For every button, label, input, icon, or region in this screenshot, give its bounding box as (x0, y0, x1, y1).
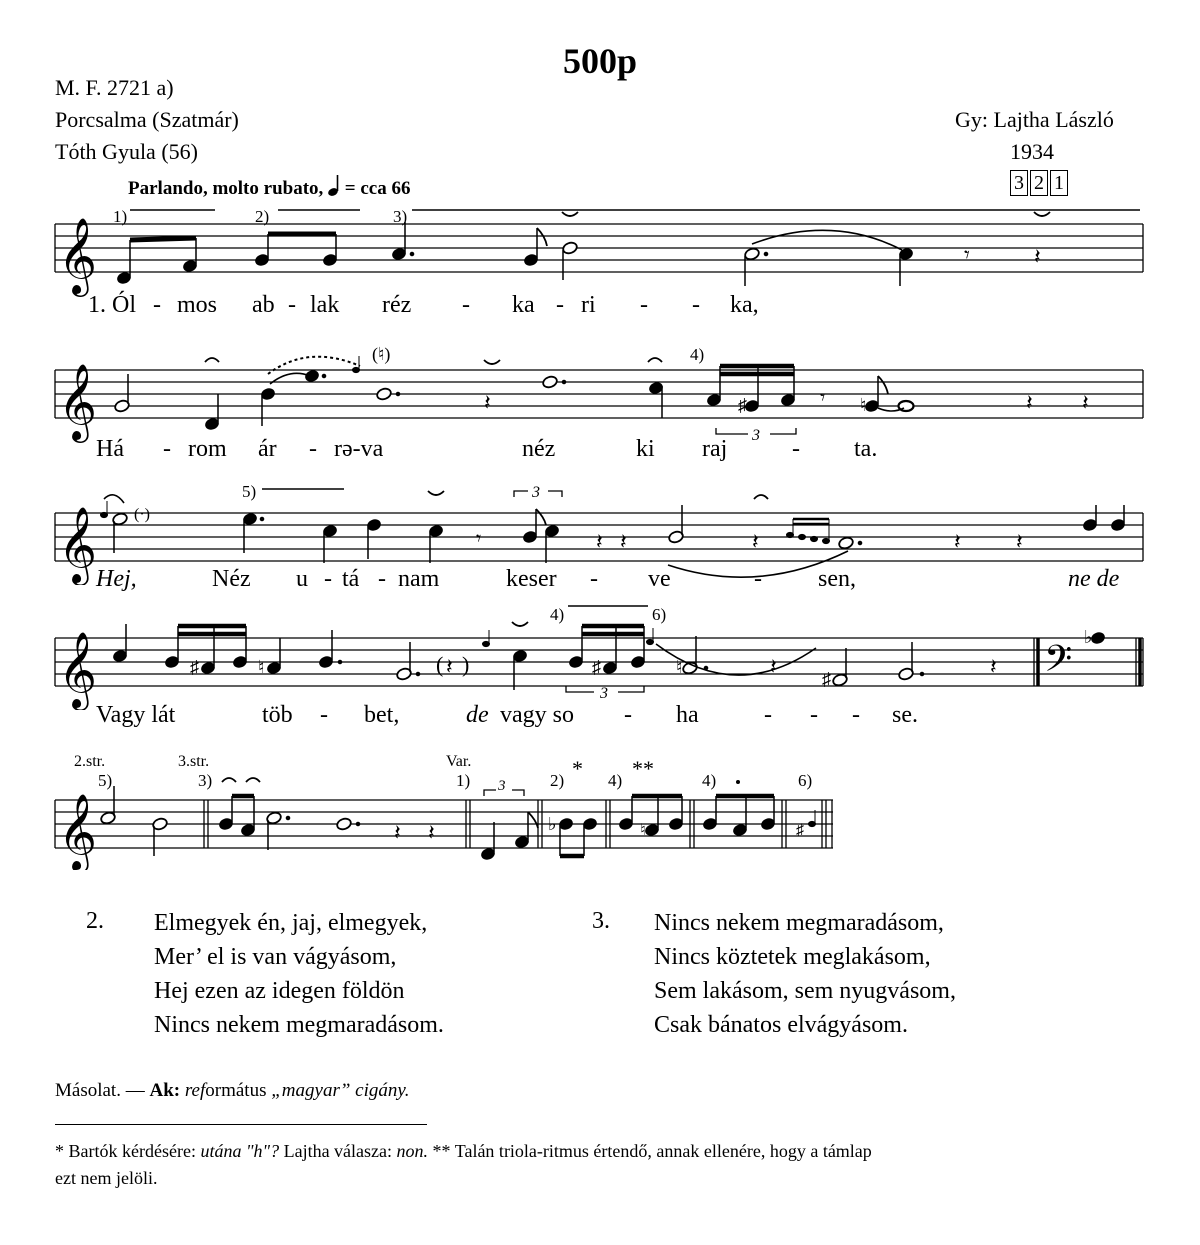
star-1: * (572, 756, 583, 781)
svg-text:𝄽: 𝄽 (484, 390, 491, 415)
lyric-3-ne-de: ne de (1068, 566, 1120, 592)
tempo-text: Parlando, molto rubato, (128, 178, 324, 199)
lyric-1-2: - (153, 292, 161, 318)
lyric-3-8: - (590, 566, 598, 592)
strophe-boxes (1010, 170, 1070, 196)
staff-system-4 (0, 600, 1200, 710)
treble-clef: 𝄞 (58, 509, 98, 582)
lyric-2-11: ta. (854, 436, 878, 462)
mark-natural: (♮) (372, 344, 391, 364)
mark-3: 3) (393, 207, 408, 226)
lyric-2-3: rom (188, 436, 227, 462)
box-3: 3 (1010, 170, 1028, 196)
staff-system-1 (0, 200, 1200, 300)
svg-text:♮: ♮ (640, 822, 646, 839)
catalog-number: M. F. 2721 a) (55, 75, 174, 100)
lyric-2-4: ár (258, 436, 277, 462)
treble-clef: 𝄞 (58, 796, 98, 869)
page-title: 500p (562, 41, 638, 81)
mark-5: 5) (242, 482, 257, 501)
triplet-3: 3 (600, 685, 608, 702)
svg-text:𝄽: 𝄽 (770, 654, 777, 679)
svg-text:𝄾: 𝄾 (964, 242, 970, 267)
triplet-3: 3 (498, 778, 506, 794)
mark-2: 2) (550, 771, 565, 790)
mark-3: 3) (198, 771, 213, 790)
lyric-1-9: ka (512, 292, 535, 318)
lyric-4-4: bet, (364, 702, 400, 728)
lyric-3-9: ve (648, 566, 671, 592)
svg-text:♯: ♯ (738, 395, 747, 415)
lyric-1-1: 1. Ól (88, 292, 136, 318)
mark-5: 5) (98, 771, 113, 790)
star-2: ** (632, 756, 654, 781)
svg-text:♯: ♯ (822, 669, 831, 689)
lyric-4-11: se. (892, 702, 918, 728)
lyric-4-1: Vagy lát (96, 702, 176, 728)
lyric-1-6: lak (310, 292, 340, 318)
staff-system-2 (0, 340, 1200, 450)
mark-4a: 4) (608, 771, 623, 790)
lyric-1-11: ri (581, 292, 596, 318)
svg-text:𝄽: 𝄽 (428, 820, 435, 845)
svg-text:𝄽: 𝄽 (954, 529, 961, 554)
svg-text:♮: ♮ (860, 395, 867, 415)
lyric-4-de: de (466, 702, 489, 728)
lyric-1-10: - (556, 292, 564, 318)
svg-text:𝄽: 𝄽 (1016, 529, 1023, 554)
lyric-3-3: - (324, 566, 332, 592)
lyric-4-2: töb (262, 702, 293, 728)
svg-text:𝄽: 𝄽 (446, 654, 453, 679)
verse-3-line-3: Sem lakásom, sem nyugvásom, (654, 978, 956, 1004)
lyric-1-4: ab (252, 292, 275, 318)
verse-3-line-4: Csak bánatos elvágyásom. (654, 1012, 908, 1038)
label-2str: 2.str. (74, 753, 106, 770)
bass-clef: 𝄢 (1044, 639, 1073, 688)
label-3str: 3.str. (178, 753, 210, 770)
collector: Gy: Lajtha László (955, 107, 1114, 132)
lyric-4-3: - (320, 702, 328, 728)
lyric-2-6: rə-va (334, 436, 384, 462)
lyric-3-4: tá (342, 566, 360, 592)
svg-text:♯: ♯ (592, 657, 601, 677)
svg-text:𝄾: 𝄾 (820, 387, 826, 409)
verse-3-line-2: Nincs köztetek meglakásom, (654, 944, 931, 970)
svg-text:𝄽: 𝄽 (1034, 244, 1041, 269)
svg-text:♮: ♮ (676, 657, 683, 677)
verse-3-line-1: Nincs nekem megmaradásom, (654, 910, 944, 936)
lyric-3-1: Néz (212, 566, 251, 592)
lyric-1-14: ka, (730, 292, 759, 318)
mark-2: 2) (255, 207, 270, 226)
lyric-2-7: néz (522, 436, 556, 462)
treble-clef: 𝄞 (58, 220, 98, 293)
staff-system-5-variants (0, 740, 1200, 870)
mark-6: 6) (798, 771, 813, 790)
mark-1: 1) (113, 207, 128, 226)
svg-text:𝄽: 𝄽 (596, 529, 603, 554)
treble-clef: 𝄞 (58, 634, 98, 707)
lyric-3-6: nam (398, 566, 440, 592)
mark-4: 4) (690, 345, 705, 364)
staff-system-3 (0, 475, 1200, 585)
verse-3-number: 3. (592, 908, 610, 934)
mark-1: 1) (456, 771, 471, 790)
lyric-2-5: - (309, 436, 317, 462)
lyric-4-5: vagy so (500, 702, 574, 728)
mark-4b: 4) (702, 771, 717, 790)
svg-text:♯: ♯ (796, 822, 804, 839)
lyric-3-5: - (378, 566, 386, 592)
lyric-4-10: - (852, 702, 860, 728)
header-left (55, 72, 239, 168)
svg-text:𝄽: 𝄽 (990, 654, 997, 679)
lyric-4-7: ha (676, 702, 699, 728)
svg-text:𝄽: 𝄽 (752, 529, 759, 554)
label-var: Var. (446, 753, 472, 770)
tempo-marking (128, 175, 410, 200)
half-note-icon (328, 175, 340, 197)
singer: Tóth Gyula (56) (55, 139, 198, 164)
treble-clef: 𝄞 (58, 366, 98, 439)
svg-text:♭: ♭ (1084, 627, 1093, 647)
triplet-3: 3 (752, 427, 760, 444)
lyric-2-8: ki (636, 436, 655, 462)
footnote-divider (55, 1124, 427, 1125)
svg-text:♯: ♯ (190, 657, 199, 677)
box-1: 1 (1050, 170, 1068, 196)
verse-2-number: 2. (86, 908, 104, 934)
place: Porcsalma (Szatmár) (55, 107, 239, 132)
box-2: 2 (1030, 170, 1048, 196)
lyric-1-13: - (692, 292, 700, 318)
lyric-1-3: mos (177, 292, 218, 318)
mark-dot: (·) (134, 506, 150, 523)
lyric-4-6: - (624, 702, 632, 728)
verse-2-line-1: Elmegyek én, jaj, elmegyek, (154, 910, 428, 936)
svg-text:): ) (462, 652, 470, 677)
lyric-4-8: - (764, 702, 772, 728)
lyric-3-11: sen, (818, 566, 856, 592)
verse-2-line-4: Nincs nekem megmaradásom. (154, 1012, 444, 1038)
mark-4: 4) (550, 605, 565, 624)
verse-2 (154, 906, 444, 1042)
lyric-2-1: Há (96, 436, 124, 462)
verse-3 (654, 906, 956, 1042)
lyric-2-2: - (163, 436, 171, 462)
svg-text:𝄽: 𝄽 (1082, 390, 1089, 415)
svg-text:♭: ♭ (548, 814, 557, 834)
metronome-value: = cca 66 (344, 178, 411, 199)
lyric-3-7: keser (506, 566, 557, 592)
lyric-1-7: réz (382, 292, 412, 318)
footnote: * Bartók kérdésére: utána "h"? Lajtha válasza: non. ** Talán triola-ritmus értendő, annak ellenére, hogy a támlap ezt nem jelöli. (55, 1141, 872, 1188)
lyric-1-5: - (288, 292, 296, 318)
lyric-1-12: - (640, 292, 648, 318)
svg-text:𝄾: 𝄾 (476, 528, 482, 550)
mark-6: 6) (652, 605, 667, 624)
svg-text:𝄽: 𝄽 (394, 820, 401, 845)
lyric-3-2: u (296, 566, 308, 592)
verse-2-line-3: Hej ezen az idegen földön (154, 978, 405, 1004)
source-note: Másolat. — Ak: református „magyar” cigány. (55, 1080, 410, 1101)
triplet-3: 3 (532, 484, 540, 501)
lyric-2-9: raj (702, 436, 728, 462)
year: 1934 (1010, 139, 1054, 164)
lyric-3-10: - (754, 566, 762, 592)
svg-text:♮: ♮ (258, 657, 265, 677)
lyric-2-10: - (792, 436, 800, 462)
lyric-4-9: - (810, 702, 818, 728)
lyric-1-8: - (462, 292, 470, 318)
svg-text:𝄽: 𝄽 (1026, 390, 1033, 415)
lyric-3-hej: Hej, (96, 566, 137, 592)
verse-2-line-2: Mer’ el is van vágyásom, (154, 944, 397, 970)
svg-text:(: ( (436, 652, 444, 677)
svg-text:𝄽: 𝄽 (620, 529, 627, 554)
